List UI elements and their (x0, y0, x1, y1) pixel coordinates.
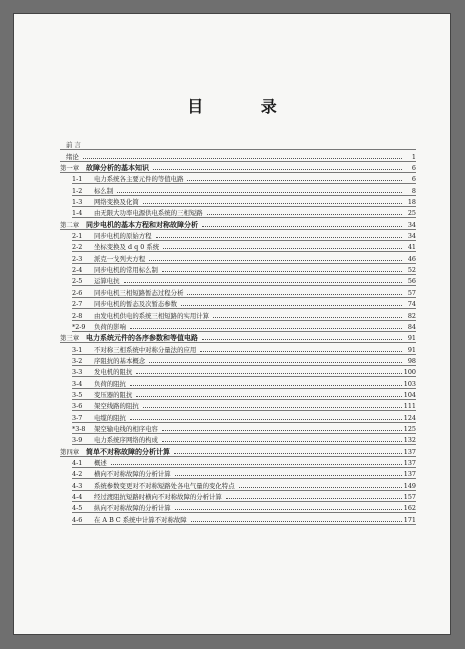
toc-entry-title: 同步电机的常用标么制 (94, 266, 158, 275)
dot-leader (226, 497, 402, 499)
toc-entry-number: 4-4 (72, 493, 83, 501)
toc-chapter-entry (60, 331, 416, 342)
dot-leader (124, 281, 402, 283)
table-of-contents (60, 138, 416, 524)
toc-entry-number: 2-3 (72, 254, 83, 263)
toc-entry (60, 422, 416, 433)
toc-entry (60, 285, 416, 296)
toc-entry-title: 网络变换及化简 (94, 198, 139, 207)
toc-entry-number: 2-8 (72, 311, 83, 320)
toc-entry-title: 横向不对称故障的分析计算 (94, 470, 171, 479)
toc-entry-page: 137 (403, 447, 416, 456)
toc-entry (60, 410, 416, 421)
toc-entry-number: 3-6 (72, 402, 83, 411)
dot-leader (130, 327, 402, 329)
toc-entry-page: 41 (407, 243, 416, 252)
toc-entry-page: 52 (407, 266, 416, 275)
toc-entry-page: 8 (411, 186, 416, 195)
toc-entry-number: 1-1 (72, 175, 83, 184)
toc-entry-title: 负荷的影响 (94, 322, 126, 331)
toc-entry-title: 前 言 (66, 141, 81, 150)
toc-entry-page: 1 (411, 152, 416, 161)
toc-entry (60, 138, 416, 149)
toc-entry-title: 由无限大功率电源供电系统的三相短路 (94, 209, 203, 218)
dot-leader (149, 259, 402, 261)
toc-entry-number: *2-9 (72, 322, 86, 331)
toc-entry-page: 124 (403, 413, 416, 422)
toc-entry-title: 简单不对称故障的分析计算 (86, 446, 170, 456)
dot-leader (162, 440, 402, 442)
toc-entry-number: 4-1 (72, 458, 83, 467)
dot-leader (143, 406, 402, 408)
toc-entry-number: 第二章 (60, 220, 80, 229)
toc-entry-title: 架空线路的阻抗 (94, 402, 139, 411)
toc-entry-title: 运算电抗 (94, 277, 120, 286)
toc-chapter-entry (60, 161, 416, 172)
toc-entry-title: 负荷的阻抗 (94, 379, 126, 388)
toc-entry (60, 274, 416, 285)
toc-entry-number: 3-2 (72, 356, 83, 365)
toc-entry-title: 绪论 (66, 152, 79, 161)
toc-entry-number: 4-6 (72, 515, 83, 524)
dot-leader (136, 395, 401, 397)
toc-entry-page: 157 (403, 493, 416, 501)
dot-leader (156, 236, 402, 238)
dot-leader (191, 520, 402, 522)
toc-entry-title: 序阻抗的基本概念 (94, 356, 146, 365)
toc-entry-title: 电力系统序网络的构成 (94, 436, 158, 445)
toc-entry-number: 第四章 (60, 447, 80, 456)
toc-entry-number: 3-7 (72, 413, 83, 422)
toc-entry-title: 经过渡阻抗短路时横向不对称故障的分析计算 (94, 493, 222, 501)
toc-entry (60, 365, 416, 376)
dot-leader (85, 146, 402, 147)
toc-entry-title: 不对称三相系统中对称分量法的应用 (94, 345, 197, 354)
toc-entry-title: 系统参数变更对不对称短路处各电气量的变化特点 (94, 481, 235, 490)
toc-entry (60, 433, 416, 444)
toc-entry (60, 195, 416, 206)
toc-chapter-entry (60, 217, 416, 228)
toc-entry-number: 2-1 (72, 232, 83, 241)
page-title: 目 录 (187, 97, 303, 116)
toc-entry-number: *3-8 (72, 424, 86, 433)
toc-entry-title: 同步电机的基本方程和对称故障分析 (86, 219, 198, 229)
toc-entry-title: 架空输电线的相序电容 (94, 424, 158, 433)
toc-entry-title: 纵向不对称故障的分析计算 (94, 504, 171, 513)
toc-entry-number: 2-6 (72, 288, 83, 297)
toc-entry-page: 34 (407, 220, 416, 229)
dot-leader (200, 350, 402, 352)
toc-entry-title: 变压器的阻抗 (94, 390, 133, 399)
toc-entry-page: 98 (407, 356, 416, 365)
toc-entry (60, 501, 416, 512)
toc-entry-page: 91 (407, 334, 416, 343)
toc-entry (60, 297, 416, 308)
toc-entry-page: 137 (403, 458, 416, 467)
dot-leader (162, 429, 402, 431)
toc-entry (60, 172, 416, 183)
toc-entry-number: 第三章 (60, 334, 80, 343)
toc-entry-number: 1-2 (72, 186, 83, 195)
dot-leader (175, 508, 402, 510)
toc-entry-number: 1-3 (72, 198, 83, 207)
toc-entry-title: 同步电机的原始方程 (94, 232, 152, 241)
toc-entry (60, 354, 416, 365)
toc-entry (60, 376, 416, 387)
toc-chapter-entry (60, 444, 416, 455)
toc-entry (60, 229, 416, 240)
toc-entry-page: 18 (407, 198, 416, 207)
toc-entry-page: 84 (407, 322, 416, 331)
dot-leader (163, 247, 402, 249)
toc-entry-page: 111 (403, 402, 416, 411)
dot-leader (153, 168, 402, 170)
toc-entry (60, 388, 416, 399)
toc-entry (60, 240, 416, 251)
toc-entry-page: 74 (407, 300, 416, 309)
row-rule (72, 524, 416, 525)
dot-leader (162, 270, 402, 272)
toc-entry-title: 电缆的阻抗 (94, 413, 126, 422)
toc-entry (60, 490, 416, 501)
toc-entry-page: 104 (403, 390, 416, 399)
dot-leader (175, 474, 402, 476)
toc-entry-title: 概述 (94, 458, 107, 467)
toc-entry-number: 2-4 (72, 266, 83, 275)
toc-entry-page: 162 (403, 504, 416, 513)
toc-entry (60, 149, 416, 160)
dot-leader (83, 157, 402, 159)
toc-entry-title: 同步电机三相短路暂态过程分析 (94, 288, 184, 297)
toc-entry-page: 137 (403, 470, 416, 479)
toc-entry (60, 183, 416, 194)
toc-entry-page: 6 (411, 175, 416, 184)
toc-entry-number: 4-5 (72, 504, 83, 513)
toc-entry-number: 1-4 (72, 209, 83, 218)
toc-entry-page: 82 (407, 311, 416, 320)
toc-entry (60, 399, 416, 410)
toc-entry-page: 91 (407, 345, 416, 354)
toc-entry-page: 56 (407, 277, 416, 286)
toc-entry-number: 第一章 (60, 164, 80, 173)
toc-entry (60, 308, 416, 319)
toc-entry-page: 103 (403, 379, 416, 388)
toc-entry-number: 4-2 (72, 470, 83, 479)
toc-entry (60, 251, 416, 262)
toc-entry-title: 电力系统各主要元件的等值电路 (94, 175, 184, 184)
toc-entry-number: 3-4 (72, 379, 83, 388)
toc-entry (60, 478, 416, 489)
toc-entry-page: 25 (407, 209, 416, 218)
toc-entry-number: 3-3 (72, 368, 83, 377)
toc-entry-number: 3-1 (72, 345, 83, 354)
toc-entry-title: 在 A B C 系统中计算不对称故障 (94, 515, 187, 524)
toc-entry-page: 100 (403, 368, 416, 377)
toc-entry-page: 125 (403, 424, 416, 433)
dot-leader (187, 179, 402, 181)
toc-entry (60, 320, 416, 331)
toc-entry-number: 3-5 (72, 390, 83, 399)
dot-leader (202, 338, 402, 340)
dot-leader (130, 384, 402, 386)
dot-leader (174, 452, 402, 454)
toc-entry-page: 149 (403, 481, 416, 490)
toc-entry-page: 171 (403, 515, 416, 524)
dot-leader (213, 316, 402, 318)
toc-entry-title: 同步电机的暂态及次暂态参数 (94, 300, 178, 309)
toc-entry-page: 46 (407, 254, 416, 263)
toc-entry-number: 3-9 (72, 436, 83, 445)
toc-entry-number: 2-7 (72, 300, 83, 309)
toc-entry-number: 2-2 (72, 243, 83, 252)
toc-entry (60, 263, 416, 274)
dot-leader (111, 463, 402, 465)
toc-entry-page: 57 (407, 288, 416, 297)
document-page (14, 14, 450, 634)
dot-leader (130, 418, 402, 420)
dot-leader (117, 191, 402, 193)
toc-entry-number: 2-5 (72, 277, 83, 286)
toc-entry-title: 电力系统元件的各序参数和等值电路 (86, 333, 198, 343)
toc-entry-title: 坐标变换及 d q 0 系统 (94, 243, 160, 252)
dot-leader (143, 202, 402, 204)
dot-leader (187, 293, 402, 295)
toc-entry-title: 故障分析的基本知识 (86, 163, 149, 173)
dot-leader (202, 225, 402, 227)
toc-entry (60, 456, 416, 467)
toc-entry-page: 6 (411, 164, 416, 173)
toc-entry (60, 512, 416, 523)
dot-leader (207, 213, 402, 215)
toc-entry-page: 34 (407, 232, 416, 241)
dot-leader (181, 304, 402, 306)
toc-entry (60, 342, 416, 353)
toc-entry-page: 132 (403, 436, 416, 445)
toc-entry (60, 467, 416, 478)
dot-leader (136, 372, 401, 374)
dot-leader (149, 361, 402, 363)
toc-entry (60, 206, 416, 217)
toc-entry-title: 发电机的阻抗 (94, 368, 133, 377)
toc-entry-title: 由发电机供电的系统三相短路的实用计算 (94, 311, 210, 320)
dot-leader (239, 486, 402, 488)
toc-entry-title: 标么制 (94, 186, 114, 195)
toc-entry-number: 4-3 (72, 481, 83, 490)
toc-entry-title: 派克一戈列夫方程 (94, 254, 146, 263)
